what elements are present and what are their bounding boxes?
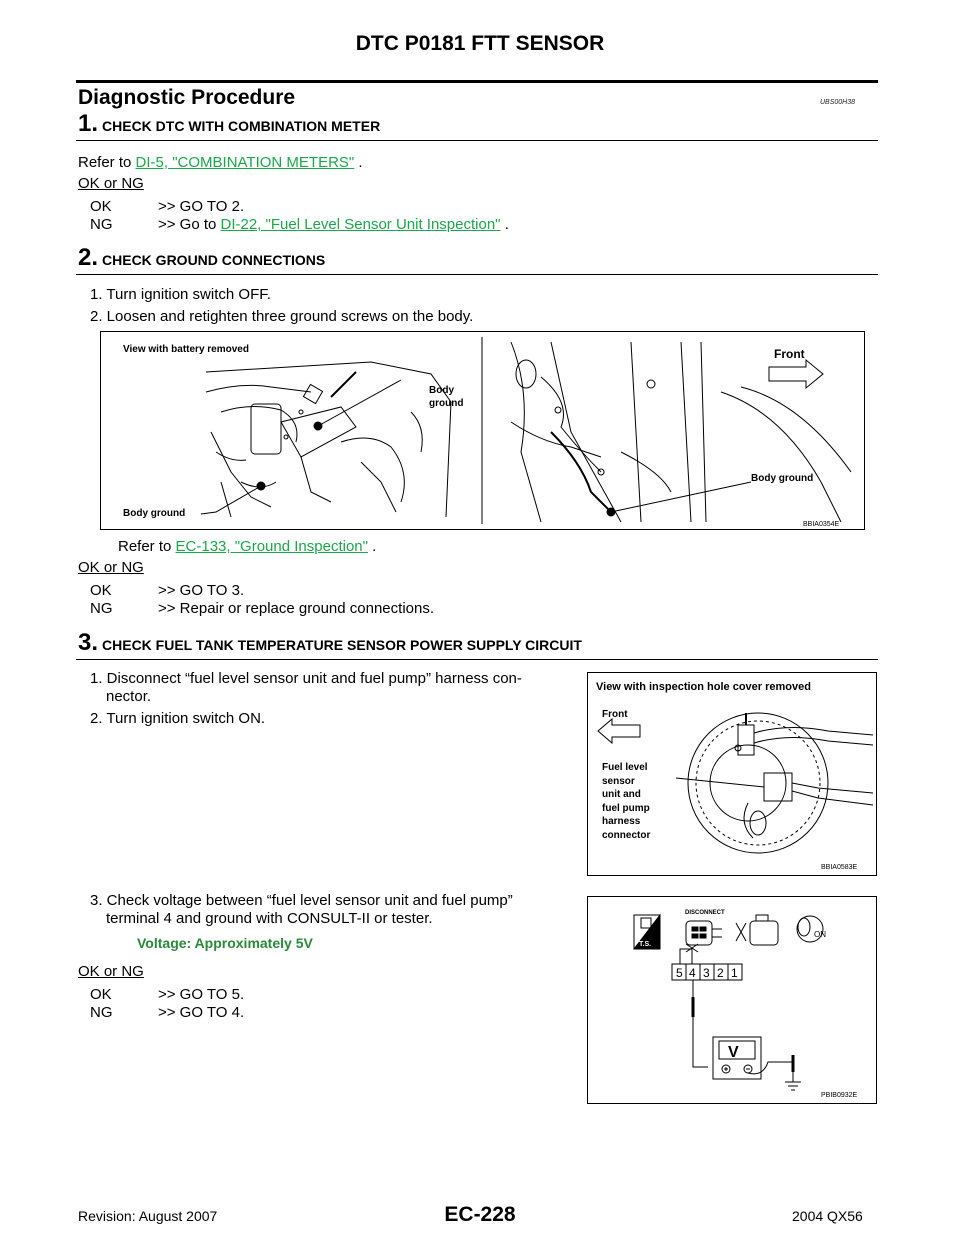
terminal-4: 4 [689, 966, 696, 980]
footer-model: 2004 QX56 [792, 1208, 863, 1224]
step-2-ok-label: OK [90, 582, 112, 599]
footer-revision: Revision: August 2007 [78, 1208, 218, 1224]
step-1-rule [76, 140, 878, 141]
figure-voltage-check [587, 896, 877, 1104]
step-1-ng-text: >> Go to DI-22, "Fuel Level Sensor Unit Inspection" . [158, 216, 509, 233]
ts-label: T.S. [639, 941, 652, 948]
figure-label-body-ground-upper: Body ground [429, 385, 464, 409]
link-ec-133[interactable]: EC-133, "Ground Inspection" [175, 538, 368, 555]
step-3-ok-or-ng: OK or NG [78, 963, 144, 980]
section-title: Diagnostic Procedure [78, 86, 296, 109]
step-3-item-2: 2. Turn ignition switch ON. [90, 710, 266, 727]
step-3-heading: 3. CHECK FUEL TANK TEMPERATURE SENSOR POWER SUPPLY CIRCUIT [78, 629, 582, 656]
terminal-5: 5 [676, 966, 683, 980]
step-1-ok-label: OK [90, 198, 112, 215]
step-2-item-1: 1. Turn ignition switch OFF. [90, 286, 271, 303]
terminal-3: 3 [703, 966, 710, 980]
figure-inspection-hole [587, 672, 877, 876]
figure-label-fuel-level-connector: Fuel level sensor unit and fuel pump harness connector [602, 762, 651, 841]
step-2-ng-text: >> Repair or replace ground connections. [158, 600, 435, 617]
link-di-22[interactable]: DI-22, "Fuel Level Sensor Unit Inspection" [220, 216, 501, 233]
step-2-ng-label: NG [90, 600, 113, 617]
step-3-ok-text: >> GO TO 5. [158, 986, 245, 1003]
meter-v-label: V [728, 1044, 739, 1061]
figure-code-bbia0583e: BBIA0583E [821, 864, 858, 871]
voltage-spec: Voltage: Approximately 5V [137, 935, 313, 951]
step-2-rule [76, 274, 878, 275]
header-rule [76, 80, 878, 83]
step-2-refer: Refer to EC-133, "Ground Inspection" . [118, 538, 377, 555]
disconnect-label: DISCONNECT [685, 910, 725, 916]
step-1-refer: Refer to DI-5, "COMBINATION METERS" . [78, 154, 363, 171]
terminal-1: 1 [731, 966, 738, 980]
voltage-check-illustration [588, 897, 876, 1103]
page-header-title: DTC P0181 FTT SENSOR [355, 32, 605, 55]
step-3-ng-label: NG [90, 1004, 113, 1021]
step-2-item-2: 2. Loosen and retighten three ground screws on the body. [90, 308, 474, 325]
figure-label-body-ground-left: Body ground [123, 508, 186, 519]
step-1-ok-or-ng: OK or NG [78, 175, 144, 192]
figure-ground-locations [100, 331, 865, 530]
terminal-2: 2 [717, 966, 724, 980]
step-3-item-3: 3. Check voltage between “fuel level sensor unit and fuel pump” terminal 4 and ground with CONSULT-II or tester. [90, 892, 513, 927]
link-di-5[interactable]: DI-5, "COMBINATION METERS" [135, 154, 355, 171]
step-1-ok-text: >> GO TO 2. [158, 198, 245, 215]
figure-label-front: Front [774, 347, 805, 361]
step-3-rule [76, 659, 878, 660]
figure-code-pbib0932e: PBIB0932E [821, 1092, 858, 1099]
step-1-heading: 1. CHECK DTC WITH COMBINATION METER [78, 110, 381, 137]
on-label: ON [814, 930, 826, 939]
figure-label-body-ground-right: Body ground [751, 473, 814, 484]
step-3-item-1: 1. Disconnect “fuel level sensor unit and fuel pump” harness con- nector. [90, 670, 522, 705]
step-2-heading: 2. CHECK GROUND CONNECTIONS [78, 244, 326, 271]
step-1-ng-label: NG [90, 216, 113, 233]
footer-page-number: EC-228 [444, 1203, 516, 1226]
step-3-ng-text: >> GO TO 4. [158, 1004, 245, 1021]
ground-locations-illustration [101, 332, 864, 529]
step-3-ok-label: OK [90, 986, 112, 1003]
figure-code-bbia0354e: BBIA0354E [803, 521, 840, 528]
figure-label-view-inspection: View with inspection hole cover removed [596, 681, 811, 693]
figure-label-front-2: Front [602, 709, 628, 720]
step-2-ok-or-ng: OK or NG [78, 559, 144, 576]
section-code: UBS00H38 [820, 99, 856, 106]
step-2-ok-text: >> GO TO 3. [158, 582, 245, 599]
figure-label-view-battery: View with battery removed [123, 344, 249, 355]
